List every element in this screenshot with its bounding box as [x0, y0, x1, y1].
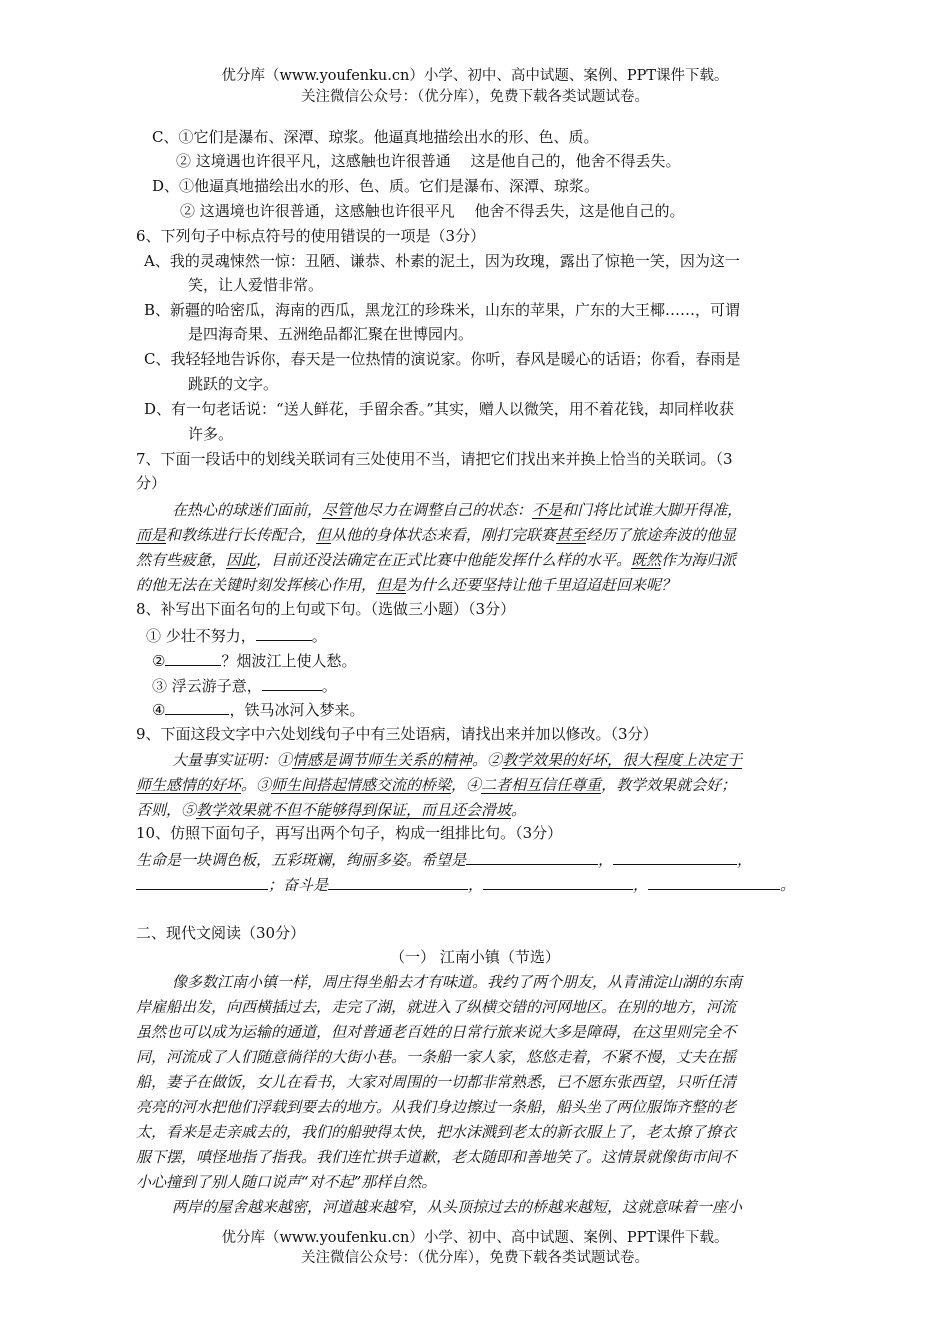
q6-option-c-2: 跳跃的文字。 — [188, 375, 279, 393]
passage-line: 同，河流成了人们随意徜徉的大街小巷。一条船一家人家，悠悠走着，不紧不慢，丈夫在摇 — [136, 1048, 737, 1066]
q5-option-d-1: D、①他逼真地描绘出水的形、色、质。它们是瀑布、深潭、琼浆。 — [152, 177, 600, 195]
underlined-conjunction: 因此 — [226, 551, 257, 569]
underlined-conjunction: 尽管 — [322, 501, 353, 519]
q5-option-c-1: C、①它们是瀑布、深潭、琼浆。他逼真地描绘出水的形、色、质。 — [152, 128, 599, 146]
q7-passage-line-2 — [136, 524, 736, 546]
q6-option-c-1: C、我轻轻地告诉你，春天是一位热情的演说家。你听，春风是暖心的话语；你看，春雨是 — [144, 350, 741, 368]
text: 作为海归派 — [661, 551, 737, 569]
q8-item-1 — [146, 624, 327, 647]
q6-option-b-2: 是四海奇果、五洲绝品都汇聚在世博园内。 — [188, 325, 474, 343]
q6-option-d-2: 许多。 — [188, 425, 234, 443]
section-title: 二、现代文阅读（30分） — [136, 924, 306, 942]
footer-line-1: 优分库（www.youfenku.cn）小学、初中、高中试题、案例、PPT课件下载。 — [221, 1230, 729, 1246]
text: ，目前还没法确定在正式比赛中他能发挥什么样的水平。 — [256, 551, 632, 569]
text: 为什么还要坚持让他千里迢迢赶回来呢？ — [406, 576, 677, 594]
q9-title: 9、下面这段文字中六处划线句子中有三处语病，请找出来并加以修改。（3分） — [136, 725, 658, 743]
q6-option-b-1: B、新疆的哈密瓜，海南的西瓜，黑龙江的珍珠米，山东的苹果，广东的大王椰……，可谓 — [144, 301, 741, 319]
passage-title: （一） 江南小镇（节选） — [390, 948, 560, 966]
passage-line: 船，妻子在做饭，女儿在看书，大家对周围的一切都非常熟悉，已不愿东张西望，只听任清 — [136, 1073, 737, 1091]
underlined-sentence: 师生间搭起情感交流的桥梁 — [271, 776, 452, 794]
passage-line: 像多数江南小镇一样，周庄得坐船去才有味道。我约了两个朋友，从青浦淀山湖的东南 — [172, 973, 743, 991]
underlined-sentence: 师生感情的好坏 — [136, 776, 242, 794]
q7-passage-line-4 — [136, 574, 676, 596]
q7-passage-line-1 — [172, 499, 742, 521]
text: 他尽力在调整自己的状态： — [352, 501, 533, 519]
text: 。 — [311, 627, 327, 645]
answer-blank[interactable] — [328, 873, 468, 890]
underlined-sentence: 情感是调节师生关系的精神 — [292, 751, 473, 769]
text: ③ 浮云游子意， — [152, 677, 262, 695]
text: 。 — [511, 801, 527, 819]
passage-line: 虽然也可以成为运输的通道，但对普通老百姓的日常行旅来说大多是障碍，在这里则完全不 — [136, 1023, 737, 1041]
answer-blank[interactable] — [466, 848, 598, 865]
q8-item-3 — [152, 674, 337, 697]
passage-line: 太，看来是走亲戚去的，我们的船驶得太快，把水沫溅到老太的新衣服上了，老太撩了撩衣 — [136, 1123, 737, 1141]
header-line-1: 优分库（www.youfenku.cn）小学、初中、高中试题、案例、PPT课件下载。 — [221, 68, 729, 84]
text: ， — [633, 876, 649, 894]
text: ① 少壮不努力， — [146, 627, 256, 645]
q5-option-d-2: ② 这遇境也许很普通，这感触也许很平凡 他舍不得丢失，这是他自己的。 — [180, 202, 685, 220]
text: 大量事实证明：① — [172, 751, 293, 769]
text: ， — [598, 851, 614, 869]
q8-title: 8、补写出下面名句的上句或下句。（选做三小题）（3分） — [136, 600, 516, 618]
q9-passage-line-2 — [136, 774, 736, 796]
answer-blank[interactable] — [136, 873, 268, 890]
passage-line: 亮亮的河水把他们浮载到要去的地方。从我们身边擦过一条船，船头坐了两位服饰齐整的老 — [136, 1098, 737, 1116]
q9-passage-line-3 — [136, 799, 526, 821]
answer-blank[interactable] — [262, 674, 322, 691]
q8-item-4 — [152, 698, 364, 721]
q7-passage-line-3 — [136, 549, 736, 571]
q6-option-a-1: A、我的灵魂悚然一惊：丑陋、谦恭、朴素的泥土，因为玫瑰，露出了惊艳一笑，因为这一 — [144, 252, 740, 270]
passage-line: 岸雇船出发，向西横插过去，走完了湖，就进入了纵横交错的河网地区。在别的地方，河流 — [136, 998, 737, 1016]
text: 在热心的球迷们面前， — [172, 501, 323, 519]
text: ， — [737, 851, 753, 869]
answer-blank[interactable] — [165, 649, 221, 666]
answer-blank[interactable] — [256, 624, 312, 641]
q7-title-2: 分） — [136, 474, 167, 492]
q5-option-c-2: ② 这境遇也许很平凡，这感触也许很普通 这是他自己的，他舍不得丢失。 — [176, 152, 681, 170]
text: 的他无法在关键时刻发挥核心作用， — [136, 576, 377, 594]
text: 。 — [321, 677, 337, 695]
text: 生命是一块调色板，五彩斑斓，绚丽多姿。希望是 — [136, 851, 467, 869]
q7-title-1: 7、下面一段话中的划线关联词有三处使用不当，请把它们找出来并换上恰当的关联词。（3 — [136, 450, 733, 468]
answer-blank[interactable] — [483, 873, 633, 890]
q6-option-d-1: D、有一句老话说：“送人鲜花，手留余香。”其实，赠人以微笑，用不着花钱，却同样收获 — [144, 400, 734, 418]
header-line-2: 关注微信公众号：（优分库），免费下载各类试题试卷。 — [301, 89, 649, 105]
text: 。② — [472, 751, 503, 769]
q10-line-2 — [136, 873, 795, 896]
q9-passage-line-1 — [172, 749, 742, 771]
text: ④ — [152, 701, 166, 719]
underlined-sentence: 教学效果的好坏，很大程度上决定于 — [502, 751, 743, 769]
text: 和教练进行长传配合， — [166, 526, 317, 544]
text: ，教学效果就会好； — [601, 776, 737, 794]
text: 和门将比试谁大脚开得准， — [562, 501, 743, 519]
underlined-conjunction: 既然 — [631, 551, 662, 569]
text: ，铁马冰河入梦来。 — [229, 701, 365, 719]
q6-option-a-2: 笑，让人爱惜非常。 — [188, 276, 324, 294]
q6-title: 6、下列句子中标点符号的使用错误的一项是（3分） — [136, 227, 486, 245]
passage-line: 小心撞到了别人随口说声“对不起”那样自然。 — [136, 1173, 437, 1191]
text: ？烟波江上使人愁。 — [221, 652, 357, 670]
passage-line: 两岸的屋舍越来越密，河道越来越窄，从头顶掠过去的桥越来越短，这就意味着一座小 — [172, 1198, 743, 1216]
text: ② — [152, 652, 166, 670]
text: 。③ — [241, 776, 272, 794]
text: 然有些疲惫， — [136, 551, 227, 569]
underlined-conjunction: 但是 — [376, 576, 407, 594]
underlined-conjunction: 但 — [316, 526, 332, 544]
text: 经历了旅途奔波的他显 — [586, 526, 737, 544]
q8-item-2 — [152, 649, 356, 672]
text: ， — [468, 876, 484, 894]
answer-blank[interactable] — [648, 873, 780, 890]
text: 从他的身体状态来看，刚打完联赛 — [331, 526, 557, 544]
answer-blank[interactable] — [613, 848, 737, 865]
underlined-conjunction: 甚至 — [556, 526, 587, 544]
underlined-sentence: 教学效果就不但不能够得到保证，而且还会滑坡 — [196, 801, 512, 819]
footer-line-2: 关注微信公众号：（优分库），免费下载各类试题试卷。 — [301, 1250, 649, 1266]
text: 否则，⑤ — [136, 801, 197, 819]
passage-line: 服下摆，嗔怪地指了指我。我们连忙拱手道歉，老太随即和善地笑了。这情景就像街市间不 — [136, 1148, 737, 1166]
underlined-conjunction: 不是 — [532, 501, 563, 519]
underlined-sentence: 二者相互信任尊重 — [481, 776, 602, 794]
text: 。 — [780, 876, 796, 894]
text: ；奋斗是 — [268, 876, 329, 894]
q10-title: 10、仿照下面句子，再写出两个句子，构成一组排比句。（3分） — [136, 824, 563, 842]
underlined-conjunction: 而是 — [136, 526, 167, 544]
q10-line-1 — [136, 848, 752, 871]
text: ，④ — [451, 776, 482, 794]
answer-blank[interactable] — [165, 698, 229, 715]
